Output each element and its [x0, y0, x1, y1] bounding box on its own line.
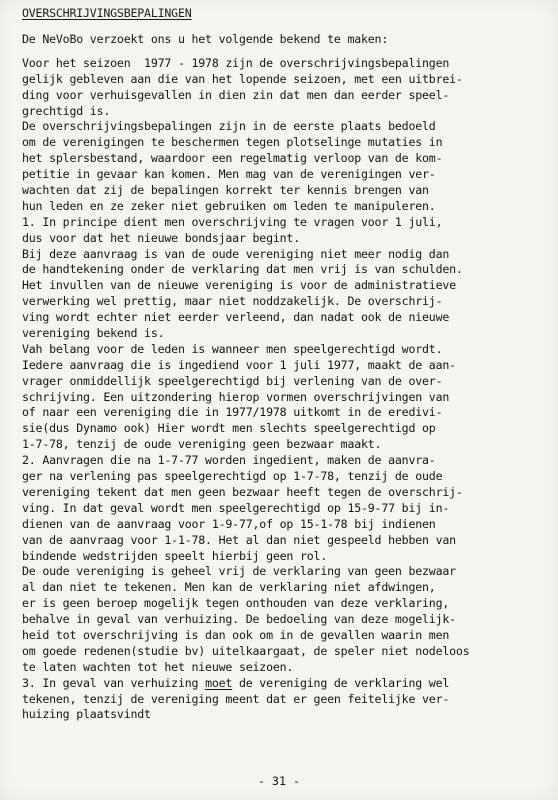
- body-line: schrijving. Een uitzondering hierop vormen overschrijvingen van: [22, 389, 450, 404]
- body-line: al dan niet te tekenen. Men kan de verklaring niet afdwingen,: [22, 580, 436, 595]
- body-line: bindende wedstrijden speelt hierbij geen rol.: [22, 548, 328, 563]
- body-line: tekenen, tenzij de vereniging meent dat er geen feitelijke ver-: [22, 691, 450, 706]
- body-line: De oude vereniging is geheel vrij de verklaring van geen bezwaar: [22, 564, 456, 579]
- body-line: er is geen beroep mogelijk tegen onthouden van deze verklaring,: [22, 596, 450, 611]
- body-line: ving wordt echter niet eerder verleend, dan nadat ook de nieuwe: [22, 310, 450, 325]
- intro-line: De NeVoBo verzoekt ons u het volgende bekend te maken:: [22, 32, 389, 46]
- body-line: van de aanvraag voor 1-1-78. Het al dan niet gespeeld hebben van: [22, 532, 456, 547]
- body-line: Vah belang voor de leden is wanneer men speelgerechtigd wordt.: [22, 341, 443, 356]
- body-line: grechtigd is.: [22, 103, 111, 118]
- body-line: Iedere aanvraag die is ingediend voor 1 juli 1977, maakt de aan-: [22, 357, 456, 372]
- para3-text-before: 3. In geval van verhuizing: [22, 675, 206, 690]
- body-line: 2. Aanvragen die na 1-7-77 worden ingedient, maken de aanvra-: [22, 453, 436, 468]
- body-line: heid tot overschrijving is dan ook om in de gevallen waarin men: [22, 627, 450, 642]
- para3-emphasis: moet: [205, 675, 233, 690]
- body-line: ger na verlening pas speelgerechtigd op 1-7-78, tenzij de oude: [22, 469, 443, 484]
- body-line: om de verenigingen te beschermen tegen plotselinge mutaties in: [22, 135, 443, 150]
- body-line: gelijk gebleven aan die van het lopende seizoen, met een uitbrei-: [22, 71, 463, 86]
- document-body: [22, 32, 556, 723]
- body-line: [22, 676, 556, 692]
- body-line: 1. In principe dient men overschrijving te vragen voor 1 juli,: [22, 214, 443, 229]
- body-line: Bij deze aanvraag is van de oude vereniging niet meer nodig dan: [22, 246, 450, 261]
- body-line: sie(dus Dynamo ook) Hier wordt men slechts speelgerechtigd op: [22, 421, 436, 436]
- body-line: vereniging tekent dat men geen bezwaar heeft tegen de overschrij-: [22, 484, 463, 499]
- body-line: dus voor dat het nieuwe bondsjaar begint.: [22, 230, 300, 245]
- body-line: ving. In dat geval wordt men speelgerechtigd op 15-9-77 bij in-: [22, 500, 450, 515]
- body-lines: [22, 56, 556, 676]
- body-line: petitie in gevaar kan komen. Men mag van de verenigingen ver-: [22, 167, 436, 182]
- body-line: te laten wachten tot het nieuwe seizoen.: [22, 659, 294, 674]
- body-line: vrager onmiddellijk speelgerechtigd bij verlening van de over-: [22, 373, 443, 388]
- page-number: - 31 -: [258, 774, 300, 788]
- body-line: huizing plaatsvindt: [22, 707, 151, 722]
- body-line: wachten dat zij de bepalingen korrekt ter kennis brengen van: [22, 183, 429, 198]
- body-line: verwerking wel prettig, maar niet noddzakelijk. De overschrij-: [22, 294, 443, 309]
- body-line: dienen van de aanvraag voor 1-9-77,of op 15-1-78 bij indienen: [22, 516, 436, 531]
- body-line: de handtekening onder de verklaring dat men vrij is van schulden.: [22, 262, 463, 277]
- body-line: behalve in geval van verhuizing. De bedoeling van deze mogelijk-: [22, 612, 456, 627]
- body-line: ding voor verhuisgevallen in dien zin dat men dan eerder speel-: [22, 87, 450, 102]
- body-line: hun leden en ze zeker niet gebruiken om leden te manipuleren.: [22, 198, 436, 213]
- body-line: om goede redenen(studie bv) uitelkaargaat, de speler niet nodeloos: [22, 643, 470, 658]
- document-title: OVERSCHRIJVINGSBEPALINGEN: [22, 6, 192, 20]
- body-line: vereniging bekend is.: [22, 326, 165, 341]
- body-line: Voor het seizoen 1977 - 1978 zijn de overschrijvingsbepalingen: [22, 55, 450, 70]
- paragraph-gap: [22, 48, 556, 56]
- para3-text-after: de vereniging de verklaring wel: [232, 675, 450, 690]
- body-line: Het invullen van de nieuwe vereniging is voor de administratieve: [22, 278, 456, 293]
- body-line: of naar een vereniging die in 1977/1978 uitkomt in de eredivi-: [22, 405, 443, 420]
- body-line: De overschrijvingsbepalingen zijn in de eerste plaats bedoeld: [22, 119, 436, 134]
- body-line: het splersbestand, waardoor een regelmatig verloop van de kom-: [22, 151, 443, 166]
- body-line: 1-7-78, tenzij de oude vereniging geen bezwaar maakt.: [22, 437, 382, 452]
